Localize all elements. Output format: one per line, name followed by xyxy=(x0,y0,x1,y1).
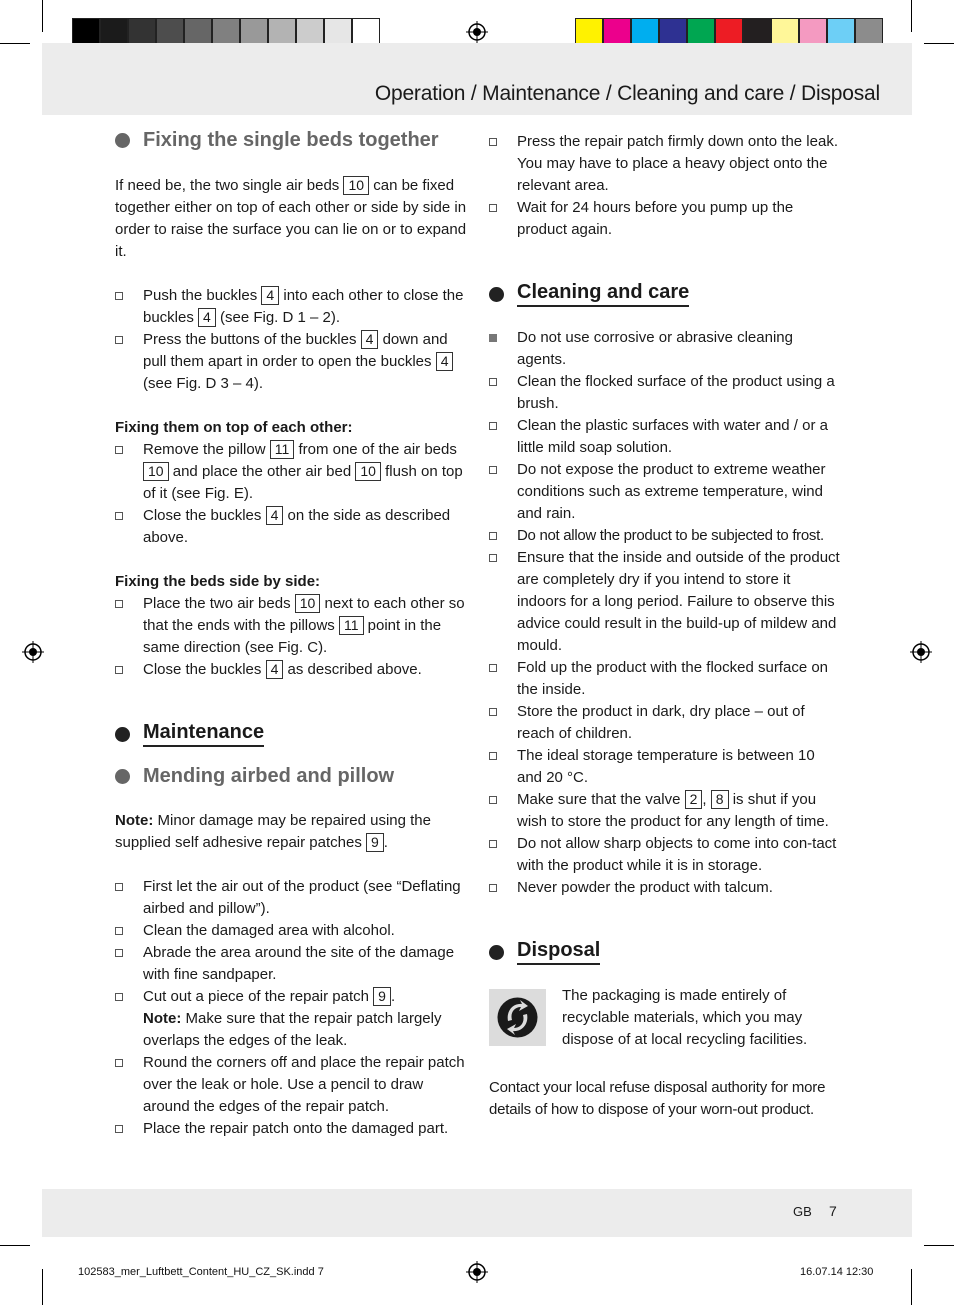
checkbox-bullet-icon xyxy=(115,883,123,891)
section-heading-maintenance: Maintenance xyxy=(115,721,467,747)
color-swatch xyxy=(324,18,352,46)
list-item: Press the repair patch firmly down onto the leak. You may have to place a heavy object onto the relevant area. xyxy=(489,131,841,197)
part-ref: 4 xyxy=(266,660,284,679)
part-ref: 10 xyxy=(143,462,169,481)
color-swatch xyxy=(184,18,212,46)
color-swatch xyxy=(659,18,687,46)
part-ref: 4 xyxy=(361,330,379,349)
checkbox-bullet-icon xyxy=(489,138,497,146)
list-item: Push the buckles 4 into each other to close the buckles 4 (see Fig. D 1 – 2). xyxy=(115,285,467,329)
left-column xyxy=(115,125,467,1140)
crop-mark xyxy=(924,1245,954,1246)
crop-mark xyxy=(42,1269,43,1305)
list-item: Clean the plastic surfaces with water and / or a little mild soap solution. xyxy=(489,415,841,459)
color-swatch xyxy=(156,18,184,46)
section-heading-mending: Mending airbed and pillow xyxy=(115,765,467,788)
checkbox-bullet-icon xyxy=(115,292,123,300)
part-ref: 11 xyxy=(339,616,364,635)
list-item: Store the product in dark, dry place – out of reach of children. xyxy=(489,701,841,745)
list-item: Round the corners off and place the repair patch over the leak or hole. Use a pencil to draw around the edges of the repair patch. xyxy=(115,1052,467,1118)
checkbox-bullet-icon xyxy=(489,422,497,430)
checkbox-bullet-icon xyxy=(115,512,123,520)
slug-date: 16.07.14 12:30 xyxy=(800,1266,874,1278)
slug-file: 102583_mer_Luftbett_Content_HU_CZ_SK.indd 7 xyxy=(78,1266,324,1278)
part-ref: 4 xyxy=(436,352,454,371)
color-swatch xyxy=(603,18,631,46)
right-column xyxy=(489,125,841,1121)
subheading-on-top: Fixing them on top of each other: xyxy=(115,419,353,436)
color-swatch xyxy=(743,18,771,46)
crop-mark xyxy=(911,1269,912,1305)
page-title: Operation / Maintenance / Cleaning and care / Disposal xyxy=(374,82,880,105)
color-swatch xyxy=(799,18,827,46)
part-ref: 2 xyxy=(685,790,703,809)
list-item: Clean the damaged area with alcohol. xyxy=(115,920,467,942)
color-swatch xyxy=(631,18,659,46)
color-swatch xyxy=(72,18,100,46)
list-item: Place the two air beds 10 next to each other so that the ends with the pillows 11 point in the same direction (see Fig. C). xyxy=(115,593,467,659)
list-item: Do not allow sharp objects to come into con-tact with the product while it is in storage. xyxy=(489,833,841,877)
packaging-text: The packaging is made entirely of recyclable materials, which you may dispose of at local recycling facilities. xyxy=(562,987,808,1048)
list-item: Fold up the product with the flocked surface on the inside. xyxy=(489,657,841,701)
crop-mark xyxy=(0,43,30,44)
part-ref: 10 xyxy=(295,594,321,613)
registration-mark-icon xyxy=(910,641,932,663)
crop-mark xyxy=(924,43,954,44)
list-item: Never powder the product with talcum. xyxy=(489,877,841,899)
list-item: Press the buttons of the buckles 4 down and pull them apart in order to open the buckles 4 (see Fig. D 3 – 4). xyxy=(115,329,467,395)
page-number: 7 xyxy=(829,1203,837,1219)
checkbox-bullet-icon xyxy=(489,378,497,386)
color-swatch xyxy=(296,18,324,46)
part-ref: 4 xyxy=(198,308,216,327)
list-item: Do not expose the product to extreme weather conditions such as extreme temperature, wind and rain. xyxy=(489,459,841,525)
checkbox-bullet-icon xyxy=(115,1125,123,1133)
color-swatch xyxy=(771,18,799,46)
warning-square-icon xyxy=(489,334,497,342)
checkbox-bullet-icon xyxy=(489,708,497,716)
mending-note: Note: Minor damage may be repaired using the supplied self adhesive repair patches 9 . xyxy=(115,812,431,851)
list-item: Make sure that the valve 2 , 8 is shut if you wish to store the product for any length of time. xyxy=(489,789,841,833)
bullet-dot-icon xyxy=(489,287,504,302)
list-item: Close the buckles 4 as described above. xyxy=(115,659,467,681)
registration-mark-icon xyxy=(22,641,44,663)
checkbox-bullet-icon xyxy=(489,554,497,562)
fixing-intro: If need be, the two single air beds 10 can be fixed together either on top of each other or side by side in order to raise the surface you can lie on or to expand it. xyxy=(115,177,467,260)
color-swatch xyxy=(687,18,715,46)
checkbox-bullet-icon xyxy=(115,993,123,1001)
green-dot-recycling-icon xyxy=(489,989,546,1046)
subheading-side-by-side: Fixing the beds side by side: xyxy=(115,573,321,590)
checkbox-bullet-icon xyxy=(489,796,497,804)
checkbox-bullet-icon xyxy=(489,204,497,212)
list-item: Place the repair patch onto the damaged part. xyxy=(115,1118,467,1140)
checkbox-bullet-icon xyxy=(115,949,123,957)
list-item: Wait for 24 hours before you pump up the product again. xyxy=(489,197,841,241)
color-swatch xyxy=(212,18,240,46)
part-ref: 8 xyxy=(711,790,729,809)
disposal-block xyxy=(489,989,841,1055)
part-ref: 10 xyxy=(343,176,369,195)
bullet-dot-icon xyxy=(115,769,130,784)
part-ref: 9 xyxy=(366,833,384,852)
checkbox-bullet-icon xyxy=(115,336,123,344)
registration-mark-icon xyxy=(466,21,488,43)
crop-mark xyxy=(0,1245,30,1246)
checkbox-bullet-icon xyxy=(489,884,497,892)
checkbox-bullet-icon xyxy=(489,466,497,474)
part-ref: 10 xyxy=(355,462,381,481)
part-ref: 11 xyxy=(270,440,295,459)
color-swatch xyxy=(268,18,296,46)
color-swatch xyxy=(240,18,268,46)
checkbox-bullet-icon xyxy=(489,664,497,672)
contact-text: Contact your local refuse disposal authority for more details of how to dispose of your worn-out product. xyxy=(489,1079,826,1118)
checkbox-bullet-icon xyxy=(115,927,123,935)
part-ref: 4 xyxy=(261,286,279,305)
part-ref: 4 xyxy=(266,506,284,525)
color-swatch xyxy=(827,18,855,46)
list-item: Do not use corrosive or abrasive cleaning agents. xyxy=(489,327,841,371)
list-item: The ideal storage temperature is between 10 and 20 °C. xyxy=(489,745,841,789)
list-item: Remove the pillow 11 from one of the air beds 10 and place the other air bed 10 flush on top of it (see Fig. E). xyxy=(115,439,467,505)
list-item: First let the air out of the product (see “Deflating airbed and pillow”). xyxy=(115,876,467,920)
bullet-dot-icon xyxy=(489,945,504,960)
color-swatch xyxy=(855,18,883,46)
section-heading-fixing: Fixing the single beds together xyxy=(115,129,467,152)
checkbox-bullet-icon xyxy=(115,446,123,454)
list-item: Cut out a piece of the repair patch 9 . Note: Make sure that the repair patch largely overlaps the edges of the leak. xyxy=(115,986,467,1052)
crop-mark xyxy=(911,0,912,32)
checkbox-bullet-icon xyxy=(489,840,497,848)
list-item: Ensure that the inside and outside of the product are completely dry if you intend to store it indoors for a long period. Failure to observe this advice could result in the build-up of mildew and mould. xyxy=(489,547,841,657)
section-heading-disposal: Disposal xyxy=(489,939,841,965)
checkbox-bullet-icon xyxy=(489,532,497,540)
list-item: Clean the flocked surface of the product using a brush. xyxy=(489,371,841,415)
section-heading-cleaning: Cleaning and care xyxy=(489,281,841,307)
registration-mark-icon xyxy=(466,1261,488,1283)
crop-mark xyxy=(42,0,43,32)
bullet-dot-icon xyxy=(115,133,130,148)
list-item: Close the buckles 4 on the side as described above. xyxy=(115,505,467,549)
bullet-dot-icon xyxy=(115,727,130,742)
color-swatch xyxy=(715,18,743,46)
checkbox-bullet-icon xyxy=(115,666,123,674)
list-item: Abrade the area around the site of the damage with fine sandpaper. xyxy=(115,942,467,986)
checkbox-bullet-icon xyxy=(489,752,497,760)
checkbox-bullet-icon xyxy=(115,1059,123,1067)
footer-language: GB xyxy=(793,1204,812,1219)
color-swatch xyxy=(128,18,156,46)
footer-band xyxy=(42,1189,912,1237)
list-item: Do not allow the product to be subjected to frost. xyxy=(489,525,841,547)
color-swatch xyxy=(575,18,603,46)
checkbox-bullet-icon xyxy=(115,600,123,608)
color-swatch xyxy=(100,18,128,46)
part-ref: 9 xyxy=(373,987,391,1006)
color-swatch xyxy=(352,18,380,46)
